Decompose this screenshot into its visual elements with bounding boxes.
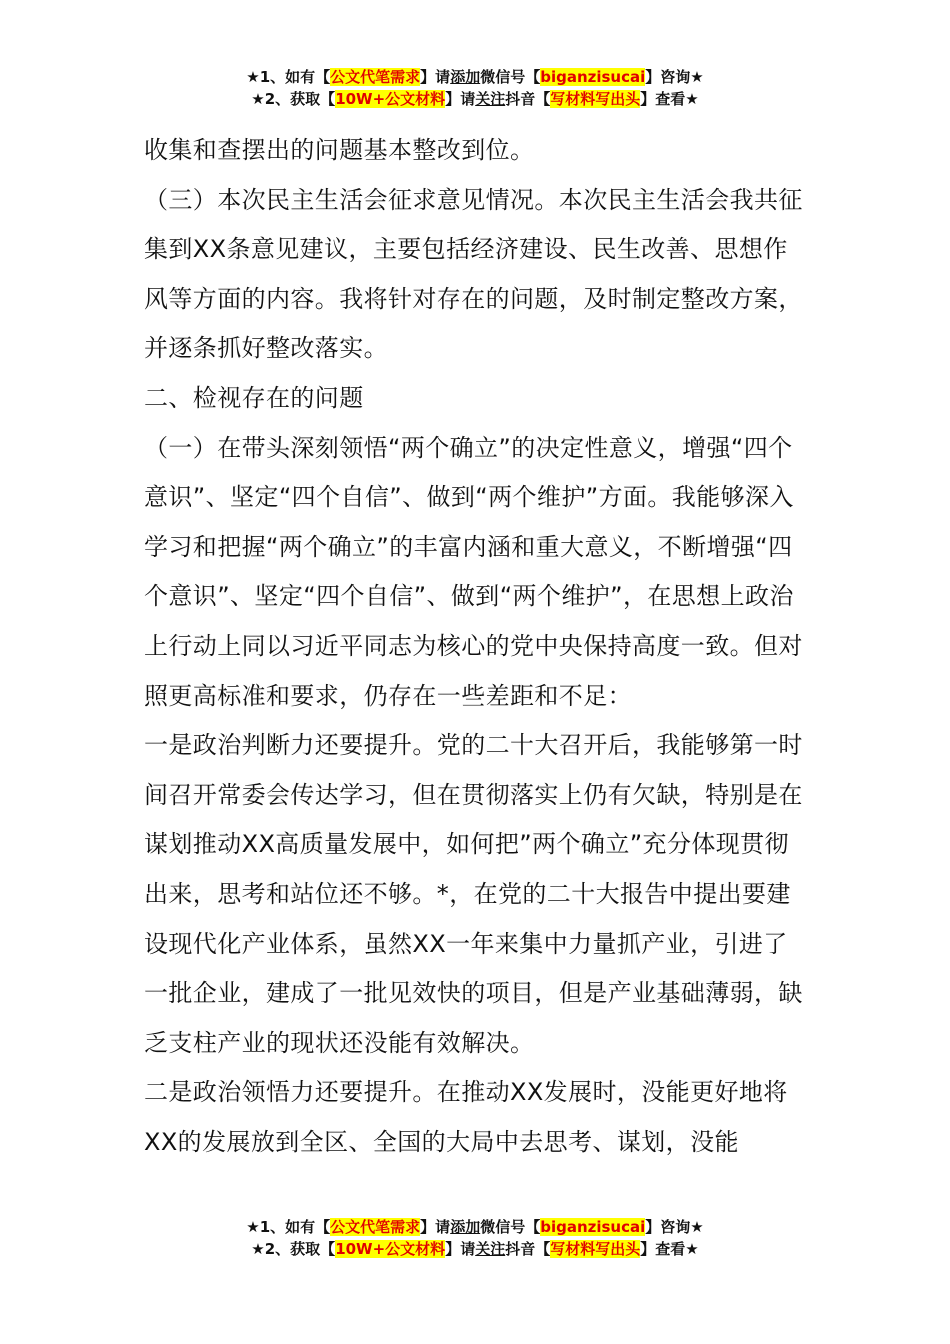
banner-underline: 关注 [475, 1240, 506, 1258]
banner-highlight: 公文代笔需求 [330, 68, 421, 86]
banner-text: ★1、如有【 [246, 1218, 331, 1236]
banner-text: 抖音【 [505, 90, 551, 108]
banner-line-2 [0, 1238, 950, 1260]
banner-highlight: 公文代笔需求 [330, 1218, 421, 1236]
banner-underline: 关注 [475, 90, 506, 108]
banner-text: 】请 [445, 90, 476, 108]
banner-highlight: biganzisucai [540, 1218, 646, 1236]
banner-text: 】查看★ [640, 90, 699, 108]
banner-text: 】查看★ [640, 1240, 699, 1258]
banner-highlight: 10W+公文材料 [335, 1240, 446, 1258]
paragraph: （三）本次民主生活会征求意见情况。本次民主生活会我共征集到XX条意见建议，主要包括经济建设、民生改善、思想作风等方面的内容。我将针对存在的问题，及时制定整改方案，并逐条抓好整改落实。 [144, 185, 803, 363]
banner-text: 】咨询★ [645, 1218, 704, 1236]
banner-text: 】请 [420, 68, 451, 86]
banner-line-1 [0, 66, 950, 88]
banner-line-2 [0, 88, 950, 110]
paragraph: 一是政治判断力还要提升。党的二十大召开后，我能够第一时间召开常委会传达学习，但在贯彻落实上仍有欠缺，特别是在谋划推动XX高质量发展中，如何把”两个确立”充分体现贯彻出来，思考和站位还不够。*，在党的二十大报告中提出要建设现代化产业体系，虽然XX一年来集中力量抓产业，引进了一批企业，建成了一批见效快的项目，但是产业基础薄弱，缺乏支柱产业的现状还没能有效解决。 [144, 731, 803, 1057]
paragraph: （一）在带头深刻领悟“两个确立”的决定性意义，增强“四个意识”、坚定“四个自信”、做到“两个维护”方面。我能够深入学习和把握“两个确立”的丰富内涵和重大意义，不断增强“四个意识”、坚定“四个自信”、做到“两个维护”，在思想上政治上行动上同以习近平同志为核心的党中央保持高度一致。但对照更高标准和要求，仍存在一些差距和不足： [144, 433, 803, 710]
banner-text: 】请 [420, 1218, 451, 1236]
section-heading: 二、检视存在的问题 [144, 383, 364, 412]
banner-text: ★1、如有【 [246, 68, 331, 86]
footer-banner [0, 1216, 950, 1260]
banner-text: 】咨询★ [645, 68, 704, 86]
banner-highlight: 写材料写出头 [550, 1240, 641, 1258]
banner-highlight: 10W+公文材料 [335, 90, 446, 108]
banner-text: ★2、获取【 [251, 1240, 336, 1258]
banner-underline: 添加 [450, 1218, 481, 1236]
paragraph: 二是政治领悟力还要提升。在推动XX发展时，没能更好地将XX的发展放到全区、全国的大局中去思考、谋划，没能 [144, 1078, 788, 1156]
header-banner [0, 66, 950, 110]
document-body [144, 126, 808, 1167]
banner-text: 】请 [445, 1240, 476, 1258]
banner-text: 微信号【 [480, 68, 541, 86]
banner-text: 微信号【 [480, 1218, 541, 1236]
banner-text: 抖音【 [505, 1240, 551, 1258]
banner-text: ★2、获取【 [251, 90, 336, 108]
banner-line-1 [0, 1216, 950, 1238]
banner-underline: 添加 [450, 68, 481, 86]
banner-highlight: 写材料写出头 [550, 90, 641, 108]
banner-highlight: biganzisucai [540, 68, 646, 86]
paragraph: 收集和查摆出的问题基本整改到位。 [144, 136, 535, 164]
